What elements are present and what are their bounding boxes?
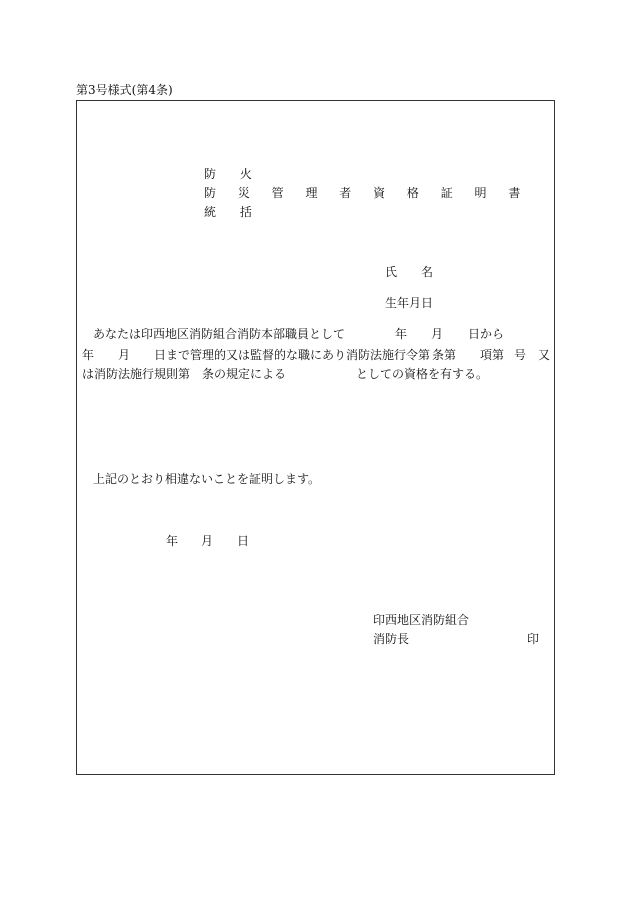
title-line-main: 防 災 管 理 者 資 格 証 明 書 [204,186,530,200]
body-line1-year: 年 [395,327,408,341]
title-line-fire: 防 火 [204,167,262,181]
certificate-frame [76,100,555,775]
issuer-title: 消防長 [373,632,410,646]
certification-text: 上記のとおり相違ないことを証明します。 [93,472,321,486]
body-line2-year: 年 [82,348,95,362]
body-line1-month: 月 [431,327,444,341]
body-line3-text: は消防法施行規則第 条の規定による [82,367,287,381]
form-code: 第3号様式(第4条) [76,83,173,97]
issuer-organization: 印西地区消防組合 [373,613,470,627]
body-line1-text: あなたは印西地区消防組合消防本部職員として [93,327,346,341]
date-year: 年 [166,534,179,548]
body-line1-day-from: 日から [468,327,505,341]
seal-mark: 印 [527,632,540,646]
body-line2-item: 号 [514,348,527,362]
name-label: 氏 名 [385,265,434,279]
body-line3-end: としての資格を有する。 [356,367,489,381]
date-month: 月 [201,534,214,548]
body-line2-text: 日まで管理的又は監督的な職にあり消防法施行令第 [154,348,431,362]
body-line2-paragraph: 項第 [480,348,505,362]
birth-date-label: 生年月日 [385,296,434,310]
body-line2-or: 又 [538,348,551,362]
body-line2-month: 月 [118,348,131,362]
body-line2-article: 条第 [432,348,457,362]
title-line-general: 統 括 [204,205,262,219]
date-day: 日 [237,534,250,548]
